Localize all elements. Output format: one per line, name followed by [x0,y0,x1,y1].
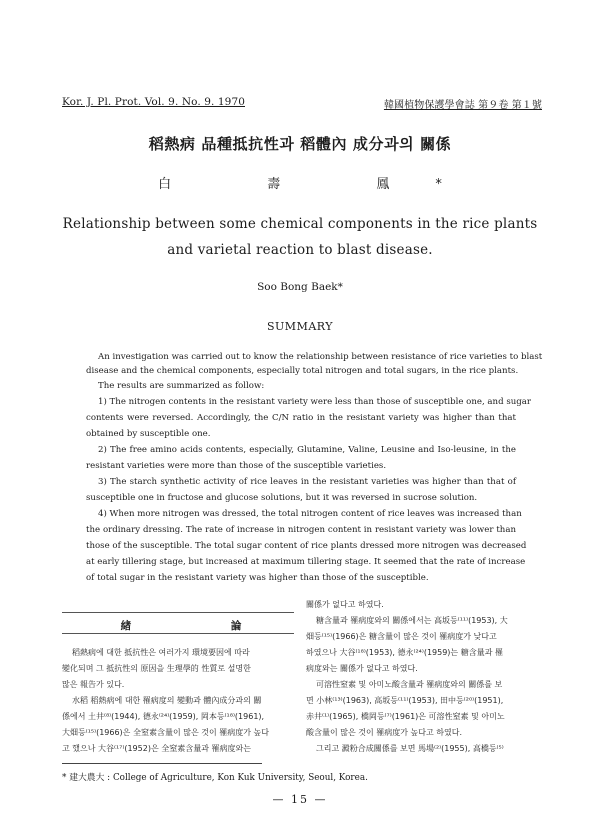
body-line: 고 했으나 大谷⁽¹⁷⁾(1952)은 全窒素含量과 罹病度와는 [62,744,251,753]
body-line: 水稻 稻熱病에 대한 罹病度의 變動과 體內成分과의 關 [72,696,262,705]
summary-line: resistant varieties were more than those of the susceptible varieties. [86,461,387,471]
summary-line: 2) The free amino acids contents, especially, Glutamine, Valine, Leusine and Iso-leusine, in the [98,445,516,455]
summary-line: An investigation was carried out to know the relationship between resistance of rice varieties to blast [98,352,543,362]
body-line: 病度와는 關係가 없다고 하였다. [306,664,418,673]
body-line: 關係가 없다고 하였다. [306,600,384,609]
body-line: 大畑등⁽¹⁵⁾(1966)은 全窒素含量이 많은 것이 罹病度가 높다 [62,728,269,737]
footnote-rule [62,763,262,764]
body-line: 畑등⁽¹⁵⁾(1966)은 糖含量이 많은 것이 罹病度가 낮다고 [306,632,497,641]
left-column-rule-bottom [62,633,294,634]
body-line: 稻熱病에 대한 抵抗性은 여러가지 環境要因에 따라 [72,648,250,657]
summary-line: obtained by susceptible one. [86,429,211,439]
journal-citation-left: Kor. J. Pl. Prot. Vol. 9. No. 9. 1970 [62,96,245,108]
introduction-heading: 緖 論 [120,620,290,632]
summary-line: The results are summarized as follow: [98,381,265,391]
summary-line: those of the susceptible. The total sugar content of rice plants dressed more nitrogen was decreased [86,541,527,551]
summary-line: susceptible one in fructose and glucose solutions, but it was reversed in sucrose solution. [86,493,478,503]
body-line: 면 小林⁽¹³⁾(1963), 高坂등⁽¹¹⁾(1953), 田中등⁽²⁰⁾(1951), [306,696,504,705]
summary-line: 3) The starch synthetic activity of rice leaves in the resistant varieties was higher than that of [98,477,516,487]
body-line: 많은 報告가 있다. [62,680,125,689]
english-title-line-1: Relationship between some chemical components in the rice plants [62,216,538,232]
summary-line: disease and the chemical components, especially total nitrogen and total sugars, in the rice plants. [86,366,519,376]
korean-author: 白 壽 鳳* [158,177,488,192]
summary-line: the ordinary dressing. The rate of increase in nitrogen content in resistant variety was lower than [86,525,516,535]
english-title-line-2: and varietal reaction to blast disease. [167,242,433,258]
body-line: 酸含量이 많은 것이 罹病度가 높다고 하였다. [306,728,462,737]
body-line: 그리고 澱粉合成關係를 보면 馬場⁽²⁾(1955), 高橋등⁽⁵⁾ [316,744,504,753]
summary-heading: SUMMARY [267,320,333,333]
summary-line: 4) When more nitrogen was dressed, the total nitrogen content of rice leaves was increased than [98,509,522,519]
summary-line: 1) The nitrogen contents in the resistant variety were less than those of susceptible one, and sugar [98,397,531,407]
left-column-rule-top [62,612,294,613]
summary-line: of total sugar in the resistant variety was higher than those of the susceptible. [86,573,429,583]
body-line: 係에서 土井⁽⁸⁾(1944), 德永⁽²⁴⁾(1959), 岡本등⁽¹⁸⁾(1961), [62,712,265,721]
english-author: Soo Bong Baek* [257,281,343,293]
summary-line: at early tillering stage, but increased at maximum tillering stage. It seemed that the rate of increase [86,557,526,567]
summary-line: contents were reversed. Accordingly, the C/N ratio in the resistant variety was higher than that [86,413,516,423]
journal-citation-right: 韓國植物保護學會誌 第９卷 第１號 [383,100,542,111]
body-line: 赤井⁽¹⁾(1965), 橋岡등⁽⁷⁾(1961)은 可溶性窒素 및 아미노 [306,712,505,721]
author-affiliation-footnote: * 建大農大 : College of Agriculture, Kon Kuk University, Seoul, Korea. [62,773,368,783]
body-line: 可溶性窒素 및 아미노酸含量과 罹病度와의 關係를 보 [316,680,503,689]
korean-title: 稻熱病 品種抵抗性과 稻體內 成分과의 關係 [148,135,452,153]
body-line: 하였으나 大谷⁽¹⁸⁾(1953), 德永⁽²⁴⁾(1959)는 糖含量과 罹 [306,648,503,657]
page-number: — 15 — [272,793,328,806]
body-line: 糖含量과 罹病度와의 關係에서는 高坂등⁽¹¹⁾(1953), 大 [316,616,508,625]
body-line: 變化되며 그 抵抗性의 原因을 生理學的 性質로 설명한 [62,664,251,673]
